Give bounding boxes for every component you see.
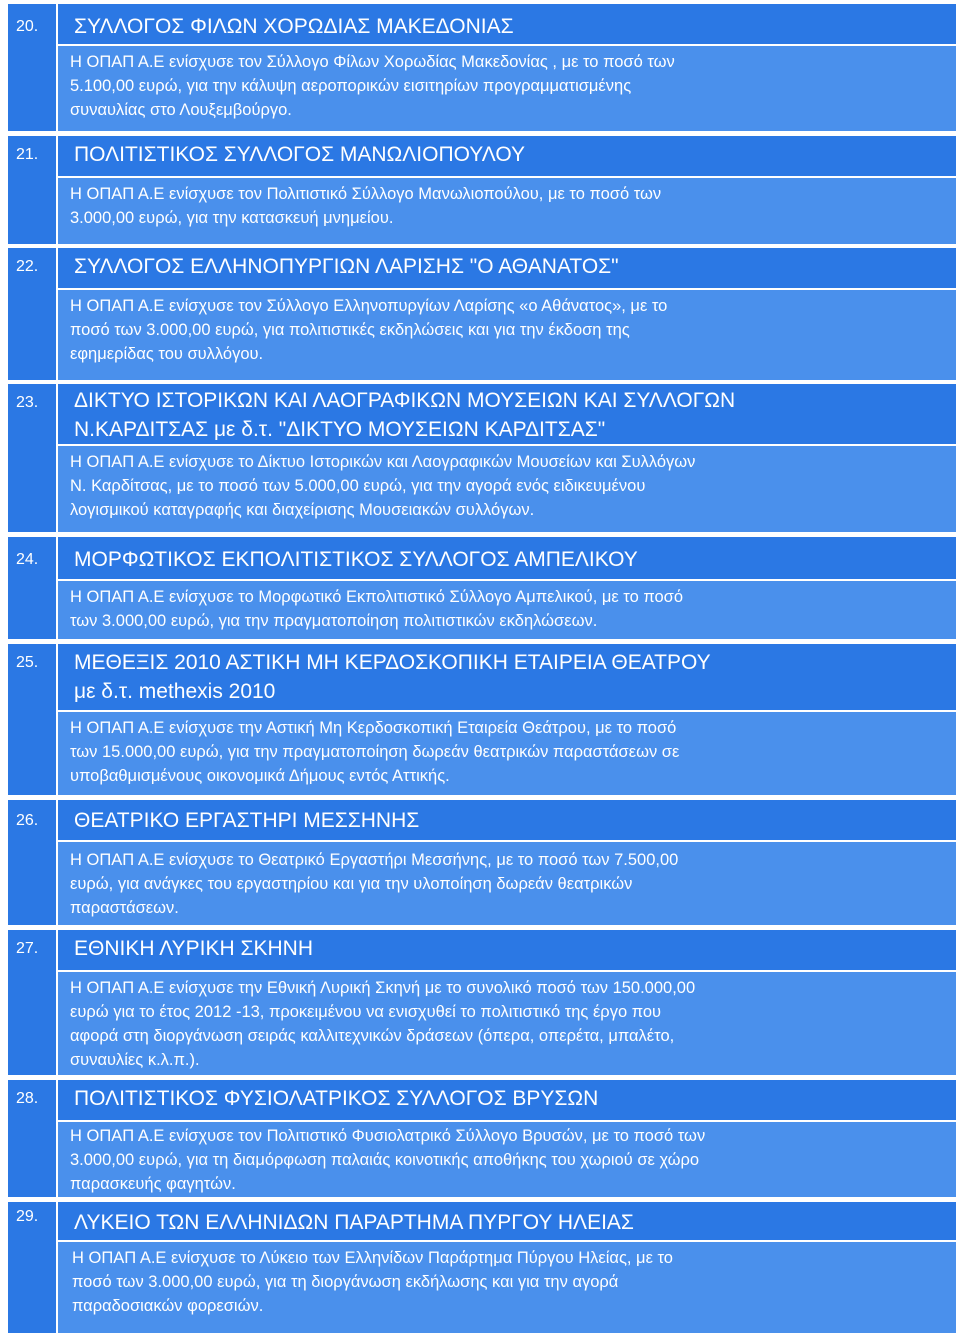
entry-number: 25. — [8, 644, 56, 795]
entry-title: ΣΥΛΛΟΓΟΣ ΦΙΛΩΝ ΧΟΡΩΔΙΑΣ ΜΑΚΕΔΟΝΙΑΣ — [58, 4, 956, 44]
body-line: ευρώ για το έτος 2012 -13, προκειμένου να ενισχυθεί το πολιτιστικό της έργο που — [70, 1003, 662, 1021]
entry-number: 20. — [8, 4, 56, 131]
body-line: ποσό των 3.000,00 ευρώ, για τη διοργάνωση εκδήλωσης και για την αγορά — [72, 1273, 619, 1291]
entry-body — [58, 290, 956, 380]
body-line: παρασκευής φαγητών. — [70, 1175, 236, 1193]
entry-number: 21. — [8, 136, 56, 244]
entry-body — [58, 46, 956, 131]
entry-number: 27. — [8, 930, 56, 1075]
entry-title: ΛΥΚΕΙΟ ΤΩΝ ΕΛΛΗΝΙΔΩΝ ΠΑΡΑΡΤΗΜΑ ΠΥΡΓΟΥ ΗΛΕΙΑΣ — [58, 1202, 956, 1240]
entry-title: ΣΥΛΛΟΓΟΣ ΕΛΛΗΝΟΠΥΡΓΙΩΝ ΛΑΡΙΣΗΣ "Ο ΑΘΑΝΑΤΟΣ" — [58, 248, 956, 288]
body-line: Η ΟΠΑΠ Α.Ε ενίσχυσε τον Πολιτιστικό Σύλλογο Μανωλιοπούλου, με το ποσό των — [70, 185, 662, 203]
body-line: Η ΟΠΑΠ Α.Ε ενίσχυσε το Λύκειο των Ελληνίδων Παράρτημα Πύργου Ηλείας, με το — [72, 1249, 673, 1267]
body-line: Η ΟΠΑΠ Α.Ε ενίσχυσε την Εθνική Λυρική Σκηνή με το συνολικό ποσό των 150.000,00 — [70, 979, 696, 997]
body-line: Η ΟΠΑΠ Α.Ε ενίσχυσε τον Σύλλογο Φίλων Χορωδίας Μακεδονίας , με το ποσό των — [70, 53, 675, 71]
body-line: Η ΟΠΑΠ Α.Ε ενίσχυσε το Θεατρικό Εργαστήρι Μεσσήνης, με το ποσό των 7.500,00 — [70, 851, 679, 869]
body-line: Η ΟΠΑΠ Α.Ε ενίσχυσε τον Σύλλογο Ελληνοπυργίων Λαρίσης «ο Αθάνατος», με το — [70, 297, 668, 315]
body-line: Η ΟΠΑΠ Α.Ε ενίσχυσε το Μορφωτικό Εκπολιτιστικό Σύλλογο Αμπελικού, με το ποσό — [70, 588, 684, 606]
body-line: ευρώ, για ανάγκες του εργαστηρίου και για την υλοποίηση δωρεάν θεατρικών — [70, 875, 633, 893]
entry-number: 28. — [8, 1080, 56, 1197]
entry-title: ΕΘΝΙΚΗ ΛΥΡΙΚΗ ΣΚΗΝΗ — [58, 930, 956, 970]
body-line: των 15.000,00 ευρώ, για την πραγματοποίηση δωρεάν θεατρικών παραστάσεων σε — [70, 743, 680, 761]
body-line: Η ΟΠΑΠ Α.Ε ενίσχυσε το Δίκτυο Ιστορικών και Λαογραφικών Μουσείων και Συλλόγων — [70, 453, 696, 471]
body-line: Ν. Καρδίτσας, με το ποσό των 5.000,00 ευρώ, για την αγορά ενός ειδικευμένου — [70, 477, 646, 495]
body-line: παραστάσεων. — [70, 899, 179, 917]
entry-number: 24. — [8, 537, 56, 639]
entry-body — [58, 712, 956, 795]
entry-body — [58, 581, 956, 639]
entry-title: ΠΟΛΙΤΙΣΤΙΚΟΣ ΦΥΣΙΟΛΑΤΡΙΚΟΣ ΣΥΛΛΟΓΟΣ ΒΡΥΣΩΝ — [58, 1080, 956, 1120]
entry-number: 26. — [8, 800, 56, 925]
entry-body — [58, 1242, 956, 1333]
entry-title-line: ΔΙΚΤΥΟ ΙΣΤΟΡΙΚΩΝ ΚΑΙ ΛΑΟΓΡΑΦΙΚΩΝ ΜΟΥΣΕΙΩΝ ΚΑΙ ΣΥΛΛΟΓΩΝ — [74, 389, 736, 412]
body-line: ποσό των 3.000,00 ευρώ, για πολιτιστικές εκδηλώσεις και για την έκδοση της — [70, 321, 630, 339]
entry-title-line: Ν.ΚΑΡΔΙΤΣΑΣ με δ.τ. "ΔΙΚΤΥΟ ΜΟΥΣΕΙΩΝ ΚΑΡΔΙΤΣΑΣ" — [74, 418, 606, 441]
body-line: εφημερίδας του συλλόγου. — [70, 345, 264, 363]
entry-body — [58, 842, 956, 925]
body-line: συναυλίας στο Λουξεμβούργο. — [70, 101, 292, 119]
body-line: συναυλίες κ.λ.π.). — [70, 1051, 200, 1069]
entry-body — [58, 446, 956, 532]
body-line: 5.100,00 ευρώ, για την κάλυψη αεροπορικών εισιτηρίων προγραμματισμένης — [70, 77, 632, 95]
entry-title — [58, 384, 956, 444]
entry-title: ΘΕΑΤΡΙΚΟ ΕΡΓΑΣΤΗΡΙ ΜΕΣΣΗΝΗΣ — [58, 800, 956, 840]
body-line: αφορά στη διοργάνωση σειράς καλλιτεχνικών δράσεων (όπερα, οπερέτα, μπαλέτο, — [70, 1027, 675, 1045]
body-line: των 3.000,00 ευρώ, για την πραγματοποίηση πολιτιστικών εκδηλώσεων. — [70, 612, 598, 630]
entry-body — [58, 178, 956, 244]
body-line: παραδοσιακών φορεσιών. — [72, 1297, 264, 1315]
entry-body — [58, 972, 956, 1075]
entry-title-line: ΜΕΘΕΞΙΣ 2010 ΑΣΤΙΚΗ ΜΗ ΚΕΡΔΟΣΚΟΠΙΚΗ ΕΤΑΙΡΕΙΑ ΘΕΑΤΡΟΥ — [74, 651, 711, 674]
entry-title-line: με δ.τ. methexis 2010 — [74, 680, 276, 703]
body-line: 3.000,00 ευρώ, για τη διαμόρφωση παλαιάς κοινοτικής αποθήκης του χωριού σε χώρο — [70, 1151, 700, 1169]
entry-title: ΠΟΛΙΤΙΣΤΙΚΟΣ ΣΥΛΛΟΓΟΣ ΜΑΝΩΛΙΟΠΟΥΛΟΥ — [58, 136, 956, 176]
entry-number: 29. — [8, 1202, 56, 1333]
body-line: υποβαθμισμένους οικονομικά Δήμους εντός Αττικής. — [70, 767, 450, 785]
body-line: Η ΟΠΑΠ Α.Ε ενίσχυσε τον Πολιτιστικό Φυσιολατρικό Σύλλογο Βρυσών, με το ποσό των — [70, 1127, 706, 1145]
body-line: Η ΟΠΑΠ Α.Ε ενίσχυσε την Αστική Μη Κερδοσκοπική Εταιρεία Θεάτρου, με το ποσό — [70, 719, 677, 737]
entry-number: 23. — [8, 384, 56, 532]
entry-number: 22. — [8, 248, 56, 380]
entry-title: ΜΟΡΦΩΤΙΚΟΣ ΕΚΠΟΛΙΤΙΣΤΙΚΟΣ ΣΥΛΛΟΓΟΣ ΑΜΠΕΛΙΚΟΥ — [58, 537, 956, 579]
body-line: 3.000,00 ευρώ, για την κατασκευή μνημείου. — [70, 209, 394, 227]
entry-title — [58, 644, 956, 710]
entry-body — [58, 1122, 956, 1197]
body-line: λογισμικού καταγραφής και διαχείρισης Μουσειακών συλλόγων. — [70, 501, 535, 519]
